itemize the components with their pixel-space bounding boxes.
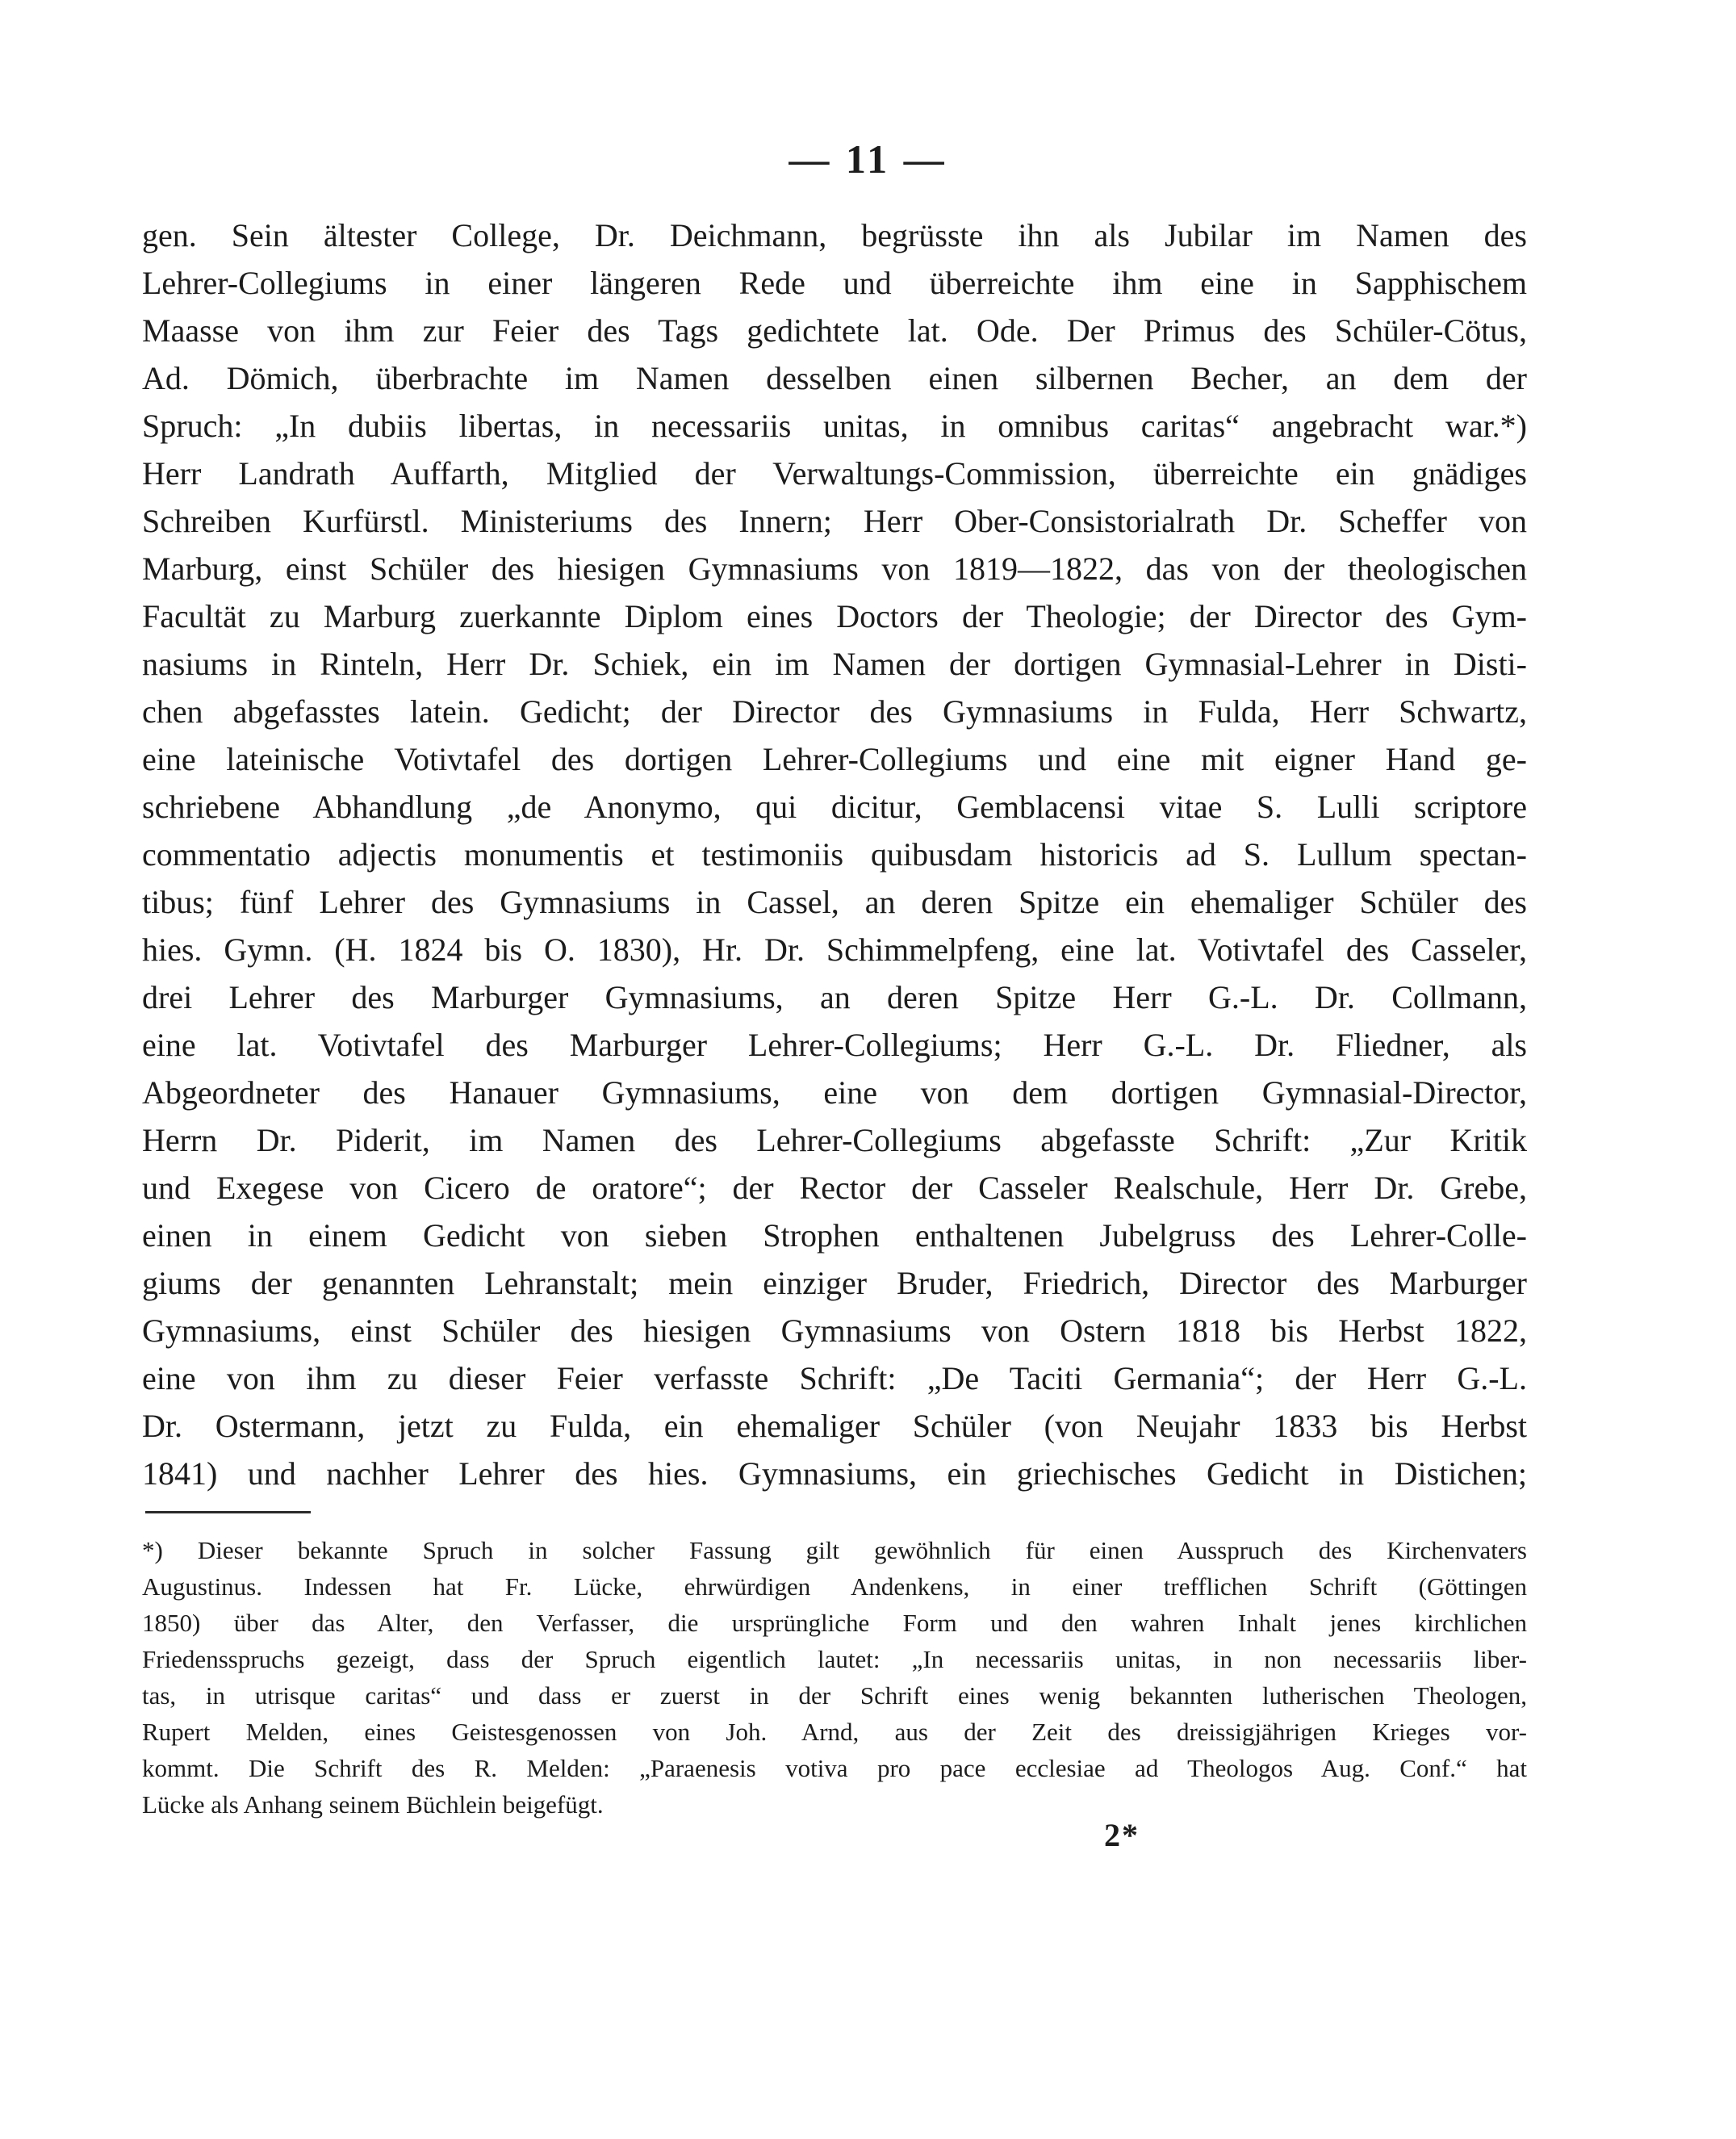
text-line: eine lat. Votivtafel des Marburger Lehrer-Collegiums; Herr G.-L. Dr. Fliedner, als bbox=[142, 1027, 1527, 1063]
text-line: Dr. Ostermann, jetzt zu Fulda, ein ehemaliger Schüler (von Neujahr 1833 bis Herbst bbox=[142, 1408, 1527, 1444]
text-line: schriebene Abhandlung „de Anonymo, qui dicitur, Gemblacensi vitae S. Lulli scriptore bbox=[142, 789, 1527, 825]
text-line: einen in einem Gedicht von sieben Strophen enthaltenen Jubelgruss des Lehrer-Colle- bbox=[142, 1217, 1527, 1254]
body-text bbox=[142, 211, 1527, 1497]
text-line: Ad. Dömich, überbrachte im Namen desselben einen silbernen Becher, an dem der bbox=[142, 360, 1527, 396]
signature-mark: 2* bbox=[1104, 1817, 1140, 1853]
text-line: hies. Gymn. (H. 1824 bis O. 1830), Hr. Dr. Schimmelpfeng, eine lat. Votivtafel des Casseler, bbox=[142, 931, 1527, 968]
footnote-line: tas, in utrisque caritas“ und dass er zuerst in der Schrift eines wenig bekannten lutherischen Theologen, bbox=[142, 1681, 1527, 1710]
text-line: und Exegese von Cicero de oratore“; der Rector der Casseler Realschule, Herr Dr. Grebe, bbox=[142, 1170, 1527, 1206]
text-line: Lehrer-Collegiums in einer längeren Rede und überreichte ihm eine in Sapphischem bbox=[142, 265, 1527, 301]
footnote-line: *) Dieser bekannte Spruch in solcher Fassung gilt gewöhnlich für einen Ausspruch des Kirchenvaters bbox=[142, 1536, 1527, 1564]
text-line: Abgeordneter des Hanauer Gymnasiums, eine von dem dortigen Gymnasial-Director, bbox=[142, 1074, 1527, 1111]
text-line: Spruch: „In dubiis libertas, in necessariis unitas, in omnibus caritas“ angebracht war.*) bbox=[142, 408, 1527, 444]
footnote bbox=[142, 1532, 1527, 1823]
footnote-line: Friedensspruchs gezeigt, dass der Spruch eigentlich lautet: „In necessariis unitas, in non necessariis liber- bbox=[142, 1645, 1527, 1673]
footnote-line: Augustinus. Indessen hat Fr. Lücke, ehrwürdigen Andenkens, in einer trefflichen Schrift (Göttingen bbox=[142, 1572, 1527, 1601]
text-line: chen abgefasstes latein. Gedicht; der Director des Gymnasiums in Fulda, Herr Schwartz, bbox=[142, 693, 1527, 730]
text-line: eine von ihm zu dieser Feier verfasste Schrift: „De Taciti Germania“; der Herr G.-L. bbox=[142, 1360, 1527, 1396]
text-line: tibus; fünf Lehrer des Gymnasiums in Cassel, an deren Spitze ein ehemaliger Schüler des bbox=[142, 884, 1527, 920]
footnote-line: 1850) über das Alter, den Verfasser, die ursprüngliche Form und den wahren Inhalt jenes kirchlichen bbox=[142, 1609, 1527, 1637]
text-line: nasiums in Rinteln, Herr Dr. Schiek, ein im Namen der dortigen Gymnasial-Lehrer in Disti- bbox=[142, 646, 1527, 682]
text-line: Maasse von ihm zur Feier des Tags gedichtete lat. Ode. Der Primus des Schüler-Cötus, bbox=[142, 312, 1527, 349]
text-line: commentatio adjectis monumentis et testimoniis quibusdam historicis ad S. Lullum spectan- bbox=[142, 836, 1527, 873]
footnote-line: Lücke als Anhang seinem Büchlein beigefügt. bbox=[142, 1790, 604, 1819]
text-line: giums der genannten Lehranstalt; mein einziger Bruder, Friedrich, Director des Marburger bbox=[142, 1265, 1527, 1301]
text-line: Herrn Dr. Piderit, im Namen des Lehrer-Collegiums abgefasste Schrift: „Zur Kritik bbox=[142, 1122, 1527, 1158]
text-line: 1841) und nachher Lehrer des hies. Gymnasiums, ein griechisches Gedicht in Distichen; bbox=[142, 1455, 1527, 1492]
footnote-divider bbox=[145, 1511, 311, 1513]
text-line: eine lateinische Votivtafel des dortigen Lehrer-Collegiums und eine mit eigner Hand ge- bbox=[142, 741, 1527, 777]
footnote-line: Rupert Melden, eines Geistesgenossen von Joh. Arnd, aus der Zeit des dreissigjährigen Krieges vor- bbox=[142, 1718, 1527, 1746]
text-line: gen. Sein ältester College, Dr. Deichmann, begrüsste ihn als Jubilar im Namen des bbox=[142, 217, 1527, 253]
text-line: Facultät zu Marburg zuerkannte Diplom eines Doctors der Theologie; der Director des Gym- bbox=[142, 598, 1527, 634]
text-line: Schreiben Kurfürstl. Ministeriums des Innern; Herr Ober-Consistorialrath Dr. Scheffer von bbox=[142, 503, 1527, 539]
page-number: — 11 — bbox=[789, 136, 947, 182]
footnote-line: kommt. Die Schrift des R. Melden: „Paraenesis votiva pro pace ecclesiae ad Theologos Aug. Conf.“ hat bbox=[142, 1754, 1527, 1782]
text-line: Gymnasiums, einst Schüler des hiesigen Gymnasiums von Ostern 1818 bis Herbst 1822, bbox=[142, 1312, 1527, 1349]
text-line: drei Lehrer des Marburger Gymnasiums, an deren Spitze Herr G.-L. Dr. Collmann, bbox=[142, 979, 1527, 1015]
text-line: Marburg, einst Schüler des hiesigen Gymnasiums von 1819—1822, das von der theologischen bbox=[142, 550, 1527, 587]
text-line: Herr Landrath Auffarth, Mitglied der Verwaltungs-Commission, überreichte ein gnädiges bbox=[142, 455, 1527, 492]
